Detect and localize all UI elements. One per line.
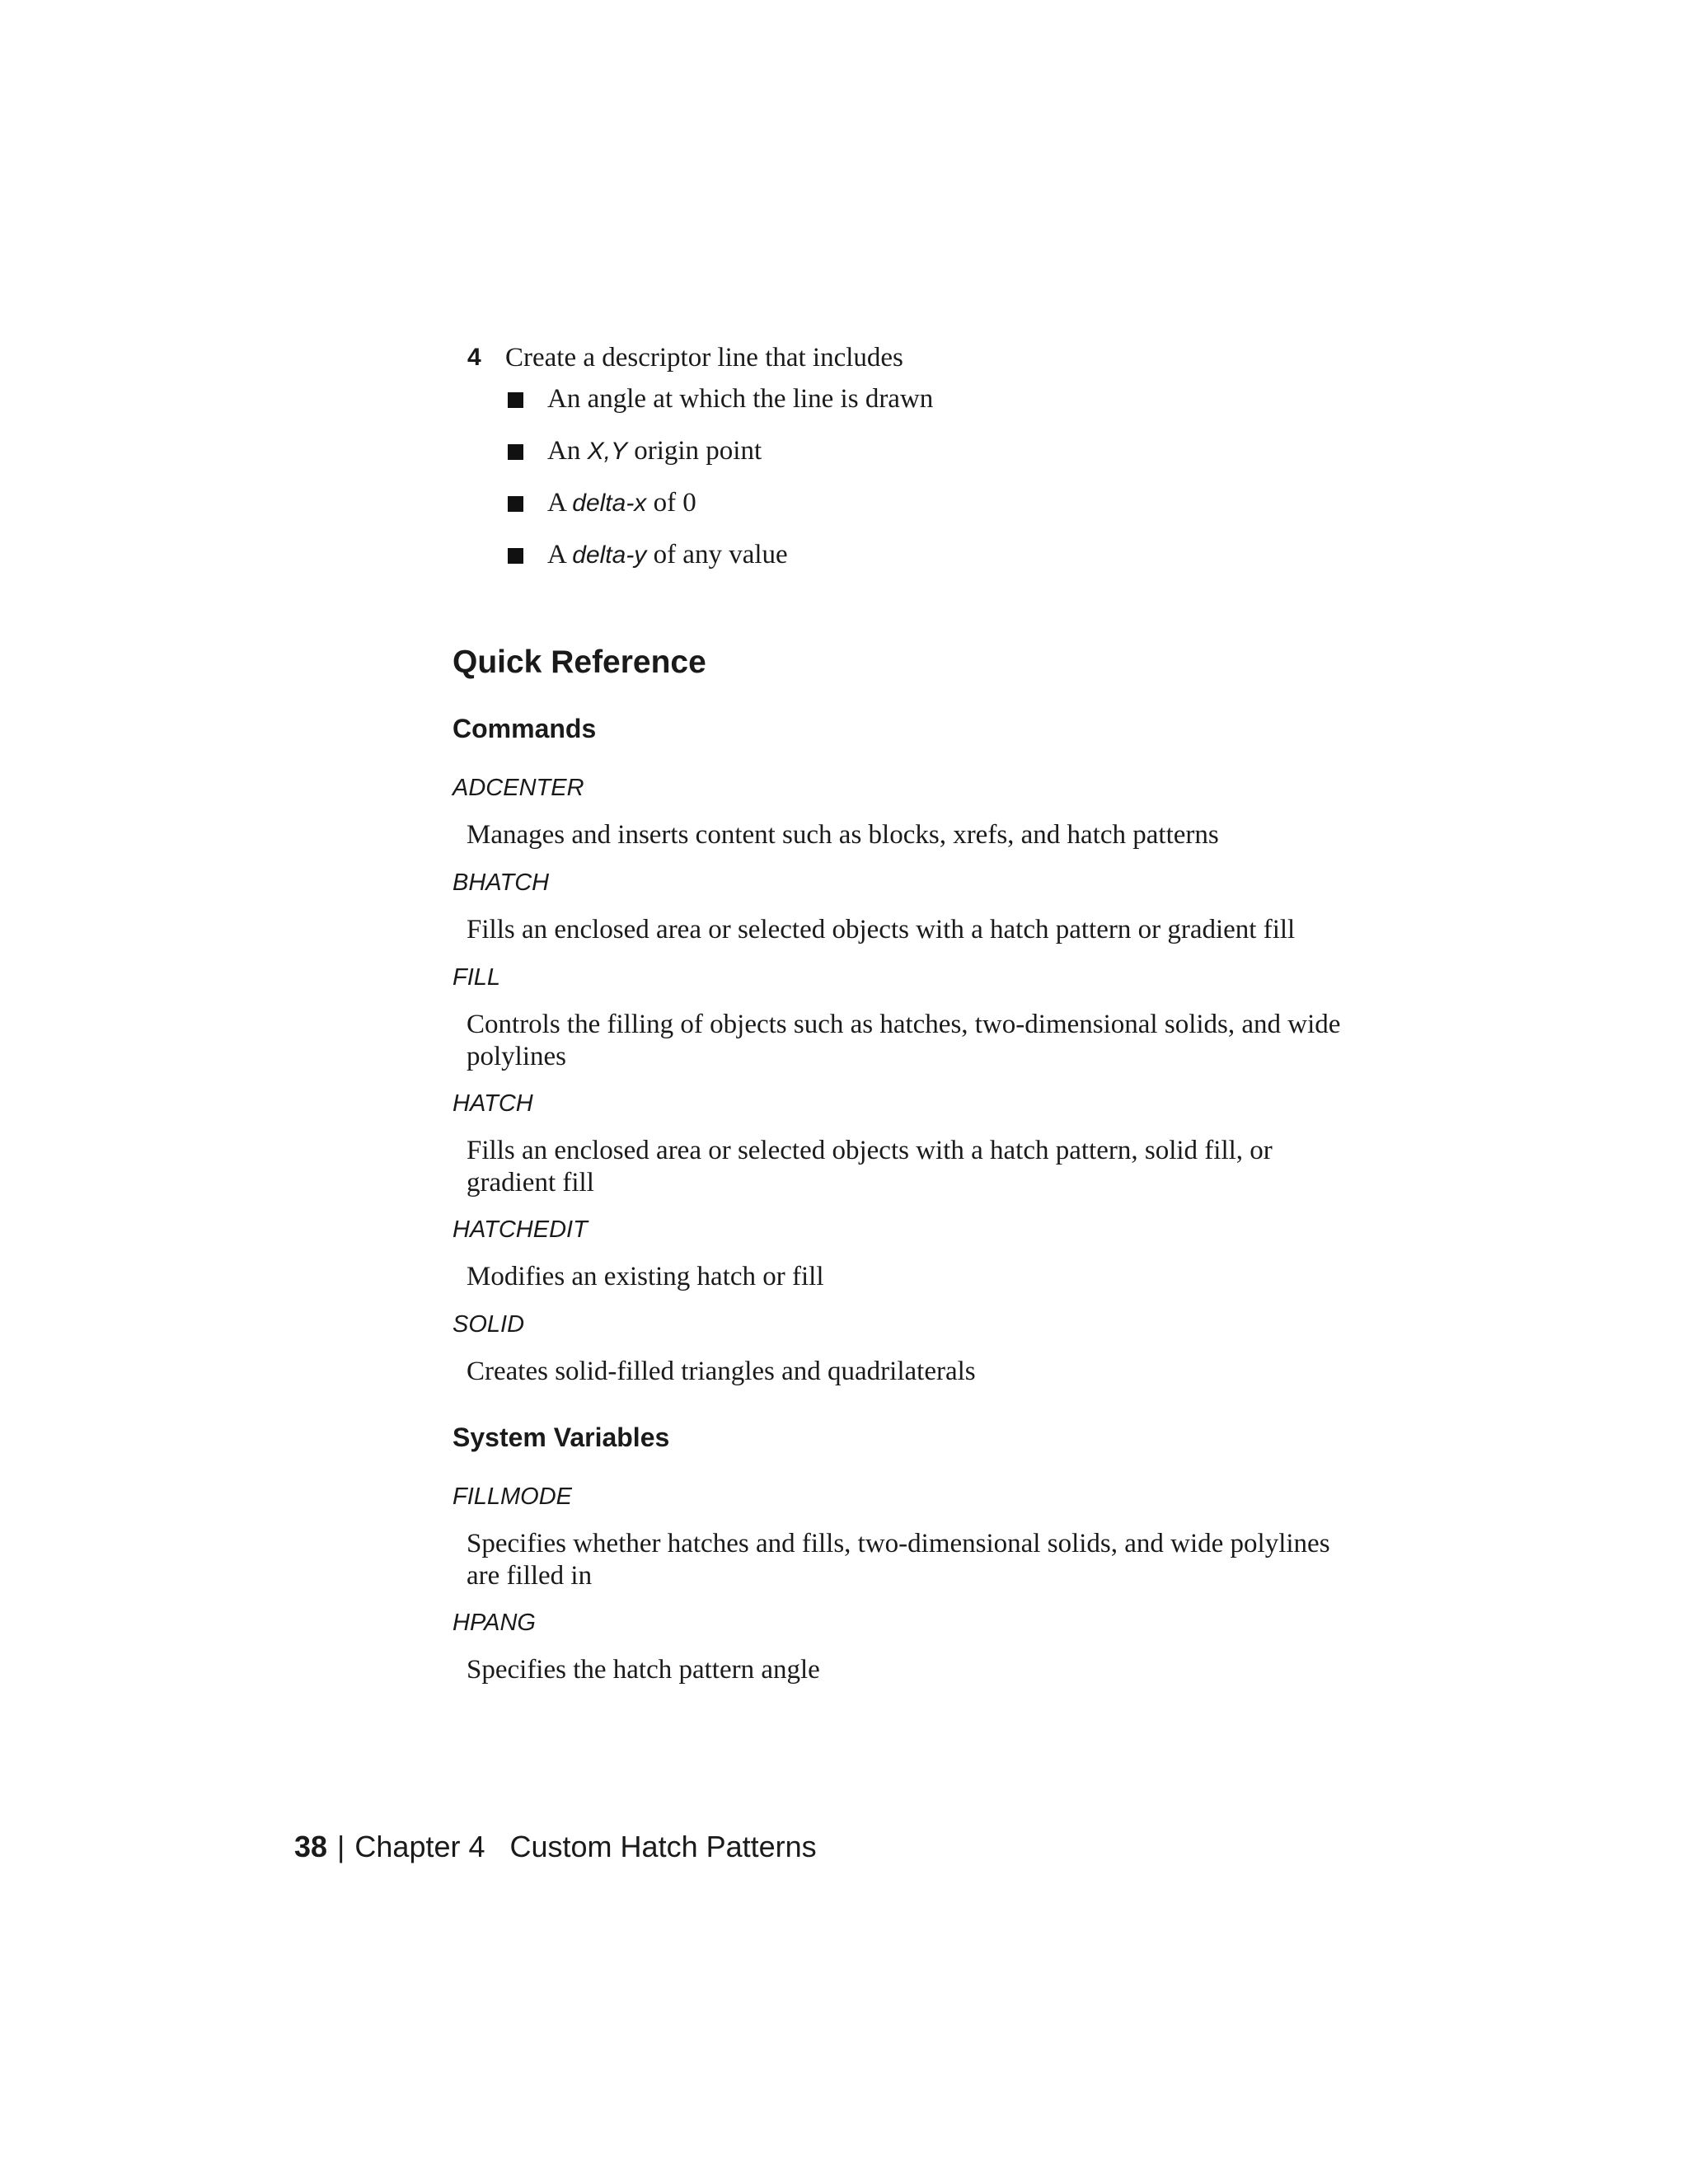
sysvar-term: HPANG	[452, 1610, 536, 1636]
square-bullet-icon	[508, 444, 523, 460]
command-description: Manages and inserts content such as blocks, xrefs, and hatch patterns	[467, 820, 1219, 850]
square-bullet-icon	[508, 496, 523, 512]
command-description: Modifies an existing hatch or fill	[467, 1262, 824, 1291]
page-footer	[294, 1830, 817, 1864]
sysvar-term: FILLMODE	[452, 1483, 573, 1510]
command-description: Fills an enclosed area or selected objects with a hatch pattern or gradient fill	[467, 915, 1296, 944]
square-bullet-icon	[508, 548, 523, 564]
command-term: SOLID	[452, 1311, 525, 1338]
command-term: FILL	[452, 964, 501, 991]
sysvar-description: Specifies the hatch pattern angle	[467, 1655, 820, 1685]
step-text: Create a descriptor line that includes	[505, 343, 903, 373]
sysvar-description: Specifies whether hatches and fills, two-dimensional solids, and wide polylines are filled in	[467, 1529, 1330, 1591]
page-number: 38	[294, 1830, 328, 1863]
command-description: Controls the filling of objects such as hatches, two-dimensional solids, and wide polylines	[467, 1010, 1341, 1071]
command-term: ADCENTER	[452, 775, 584, 801]
square-bullet-icon	[508, 392, 523, 408]
system-variables-heading: System Variables	[452, 1422, 670, 1452]
command-description: Creates solid-filled triangles and quadrilaterals	[467, 1357, 976, 1386]
step-number: 4	[467, 344, 481, 371]
chapter-label: Chapter 4	[354, 1830, 485, 1863]
chapter-title: Custom Hatch Patterns	[509, 1830, 817, 1863]
command-term: HATCHEDIT	[452, 1216, 588, 1243]
command-term: BHATCH	[452, 869, 550, 896]
command-description: Fills an enclosed area or selected objects with a hatch pattern, solid fill, or gradient fill	[467, 1136, 1273, 1197]
footer-separator: |	[337, 1830, 345, 1863]
commands-heading: Commands	[452, 714, 597, 743]
command-term: HATCH	[452, 1090, 533, 1117]
quick-reference-heading: Quick Reference	[452, 644, 706, 680]
